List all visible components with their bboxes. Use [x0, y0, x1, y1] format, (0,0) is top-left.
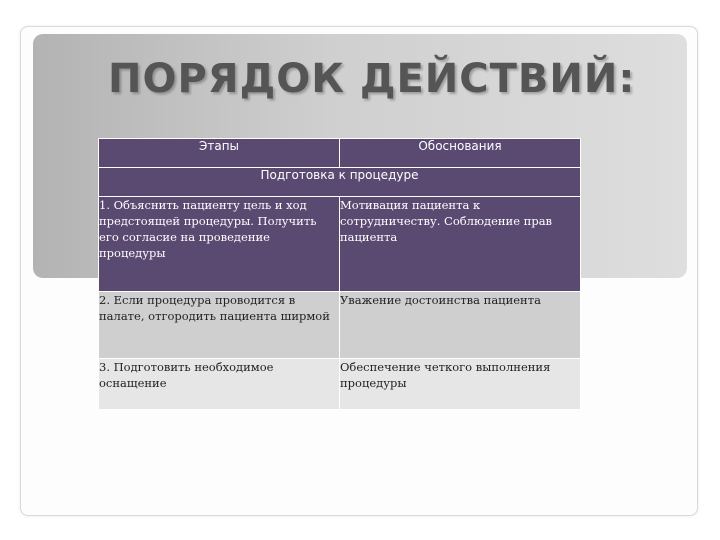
- table-row: [99, 197, 581, 292]
- slide-title: ПОРЯДОК ДЕЙСТВИЙ:: [108, 56, 636, 102]
- section-title: Подготовка к процедуре: [99, 168, 581, 197]
- step-cell: 1. Объяснить пациенту цель и ход предстоящей процедуры. Получить его согласие на проведение процедуры: [99, 197, 340, 292]
- header-steps: Этапы: [99, 139, 340, 168]
- reason-cell: Мотивация пациента к сотрудничеству. Соблюдение прав пациента: [340, 197, 581, 292]
- header-reasons: Обоснования: [340, 139, 581, 168]
- table-row: [99, 292, 581, 359]
- reason-cell: Обеспечение четкого выполнения процедуры: [340, 359, 581, 410]
- table-row: [99, 359, 581, 410]
- table-header-row: [99, 139, 581, 168]
- step-cell: 3. Подготовить необходимое оснащение: [99, 359, 340, 410]
- step-cell: 2. Если процедура проводится в палате, отгородить пациента ширмой: [99, 292, 340, 359]
- section-row: [99, 168, 581, 197]
- reason-cell: Уважение достоинства пациента: [340, 292, 581, 359]
- procedure-table: [98, 138, 581, 410]
